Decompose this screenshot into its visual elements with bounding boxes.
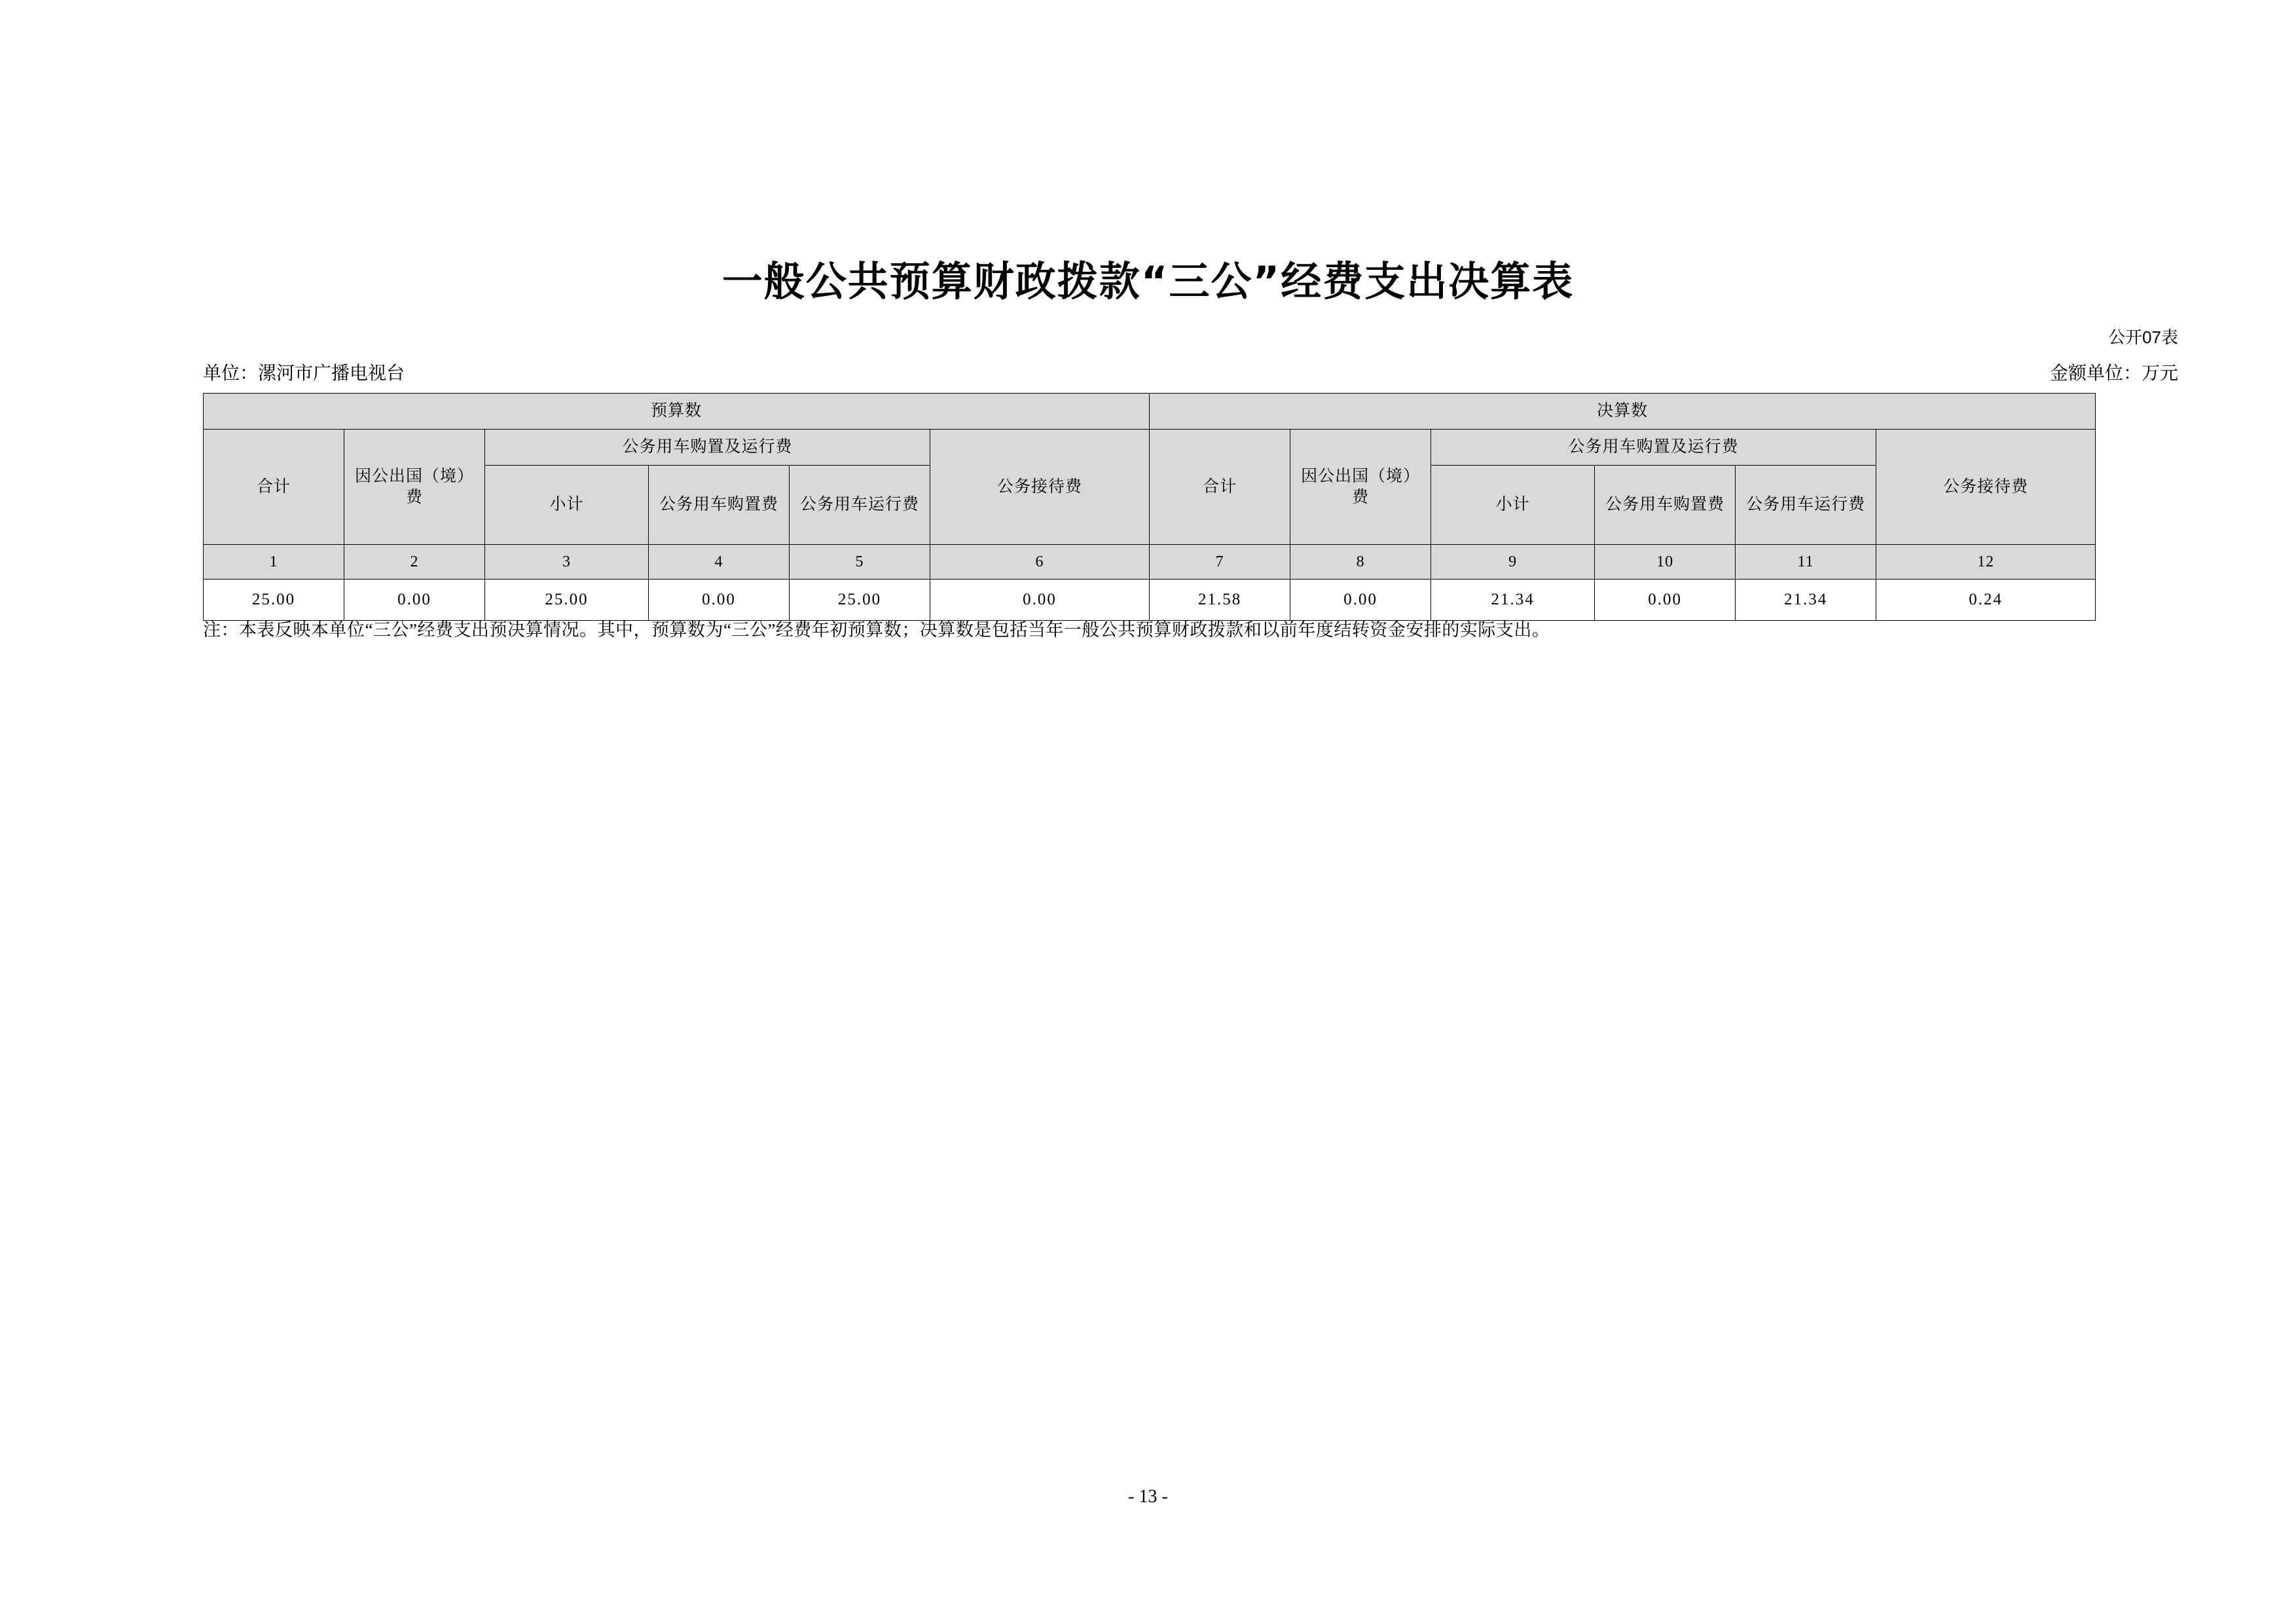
table-note: 注：本表反映本单位“三公”经费支出预决算情况。其中，预算数为“三公”经费年初预算数；决算数是包括当年一般公共预算财政拨款和以前年度结转资金安排的实际支出。: [203, 620, 1550, 640]
col-header-final-total: 合计: [1150, 430, 1290, 545]
col-header-final-vehicle-group: 公务用车购置及运行费: [1431, 430, 1876, 466]
cell-final-vehicle-purchase: 0.00: [1595, 580, 1736, 621]
col-header-budget-vehicle-purchase: 公务用车购置费: [649, 466, 790, 545]
cell-budget-vehicle-operation: 25.00: [790, 580, 930, 621]
table-row: [204, 580, 2096, 621]
cell-final-reception: 0.24: [1876, 580, 2096, 621]
table-number-row: [204, 545, 2096, 580]
cell-budget-overseas: 0.00: [344, 580, 485, 621]
col-number-11: 11: [1736, 545, 1876, 580]
col-header-budget-total: 合计: [204, 430, 344, 545]
col-header-final-overseas: 因公出国（境）费: [1290, 430, 1431, 545]
page-title: 一般公共预算财政拨款“三公”经费支出决算表: [721, 257, 1575, 305]
form-number: 公开07表: [2108, 327, 2178, 347]
col-number-5: 5: [790, 545, 930, 580]
col-number-9: 9: [1431, 545, 1595, 580]
cell-final-vehicle-subtotal: 21.34: [1431, 580, 1595, 621]
group-header-final: 决算数: [1150, 394, 2096, 430]
col-number-6: 6: [930, 545, 1150, 580]
cell-budget-total: 25.00: [204, 580, 344, 621]
table-subgroup-header-row: [204, 430, 2096, 466]
three-public-expenses-table: [203, 393, 2096, 621]
cell-final-overseas: 0.00: [1290, 580, 1431, 621]
col-header-budget-overseas: 因公出国（境）费: [344, 430, 485, 545]
cell-budget-reception: 0.00: [930, 580, 1150, 621]
cell-budget-vehicle-subtotal: 25.00: [485, 580, 649, 621]
col-header-final-vehicle-subtotal: 小计: [1431, 466, 1595, 545]
table-group-header-row: [204, 394, 2096, 430]
col-header-final-vehicle-operation: 公务用车运行费: [1736, 466, 1876, 545]
col-header-final-reception: 公务接待费: [1876, 430, 2096, 545]
col-number-2: 2: [344, 545, 485, 580]
group-header-budget: 预算数: [204, 394, 1150, 430]
col-number-12: 12: [1876, 545, 2096, 580]
col-header-budget-reception: 公务接待费: [930, 430, 1150, 545]
col-number-3: 3: [485, 545, 649, 580]
col-header-budget-vehicle-subtotal: 小计: [485, 466, 649, 545]
cell-final-total: 21.58: [1150, 580, 1290, 621]
cell-budget-vehicle-purchase: 0.00: [649, 580, 790, 621]
col-number-8: 8: [1290, 545, 1431, 580]
col-header-final-vehicle-purchase: 公务用车购置费: [1595, 466, 1736, 545]
col-number-1: 1: [204, 545, 344, 580]
col-header-budget-vehicle-group: 公务用车购置及运行费: [485, 430, 930, 466]
col-header-budget-vehicle-operation: 公务用车运行费: [790, 466, 930, 545]
col-number-4: 4: [649, 545, 790, 580]
col-number-10: 10: [1595, 545, 1736, 580]
cell-final-vehicle-operation: 21.34: [1736, 580, 1876, 621]
unit-name-label: 单位：漯河市广播电视台: [203, 363, 405, 384]
page-number: - 13 -: [1128, 1486, 1168, 1507]
col-number-7: 7: [1150, 545, 1290, 580]
amount-unit-label: 金额单位：万元: [2049, 363, 2178, 384]
